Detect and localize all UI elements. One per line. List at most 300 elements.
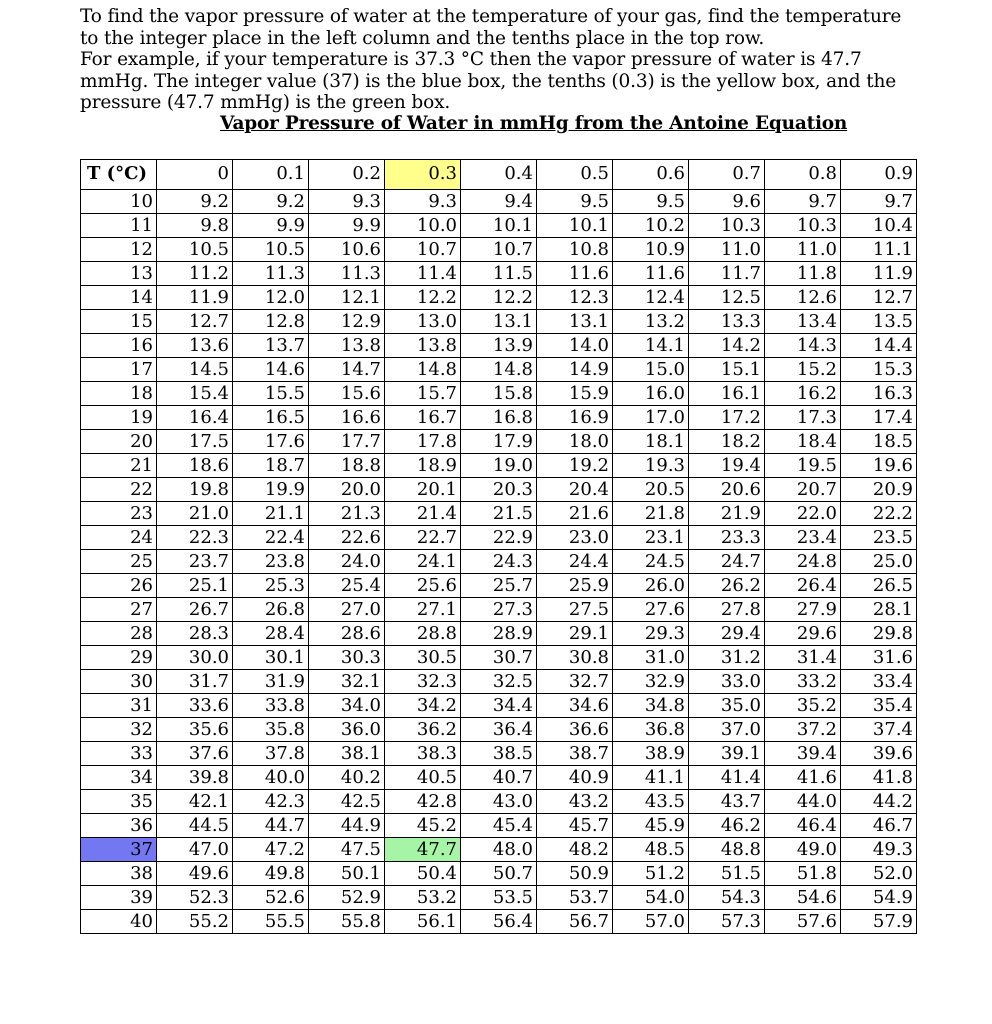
pressure-cell: 13.8 xyxy=(309,334,385,358)
pressure-cell: 10.3 xyxy=(765,214,841,238)
pressure-cell: 34.4 xyxy=(461,694,537,718)
tenths-column-header: 0.6 xyxy=(613,160,689,190)
pressure-cell: 9.4 xyxy=(461,190,537,214)
pressure-cell: 16.2 xyxy=(765,382,841,406)
tenths-column-header: 0.4 xyxy=(461,160,537,190)
pressure-cell: 27.1 xyxy=(385,598,461,622)
pressure-cell: 12.2 xyxy=(461,286,537,310)
pressure-cell: 13.3 xyxy=(689,310,765,334)
pressure-cell: 52.0 xyxy=(841,862,917,886)
pressure-cell: 57.3 xyxy=(689,910,765,934)
pressure-cell: 33.8 xyxy=(233,694,309,718)
pressure-cell: 13.1 xyxy=(537,310,613,334)
pressure-cell: 16.0 xyxy=(613,382,689,406)
pressure-cell: 46.4 xyxy=(765,814,841,838)
temperature-cell: 10 xyxy=(81,190,157,214)
pressure-cell: 18.1 xyxy=(613,430,689,454)
table-row xyxy=(81,430,917,454)
pressure-cell: 10.8 xyxy=(537,238,613,262)
pressure-cell: 15.3 xyxy=(841,358,917,382)
pressure-cell: 38.1 xyxy=(309,742,385,766)
table-row xyxy=(81,310,917,334)
table-row xyxy=(81,550,917,574)
pressure-cell: 47.5 xyxy=(309,838,385,862)
pressure-cell: 18.7 xyxy=(233,454,309,478)
pressure-cell: 34.2 xyxy=(385,694,461,718)
tenths-column-header: 0 xyxy=(157,160,233,190)
pressure-cell: 51.8 xyxy=(765,862,841,886)
pressure-cell: 37.8 xyxy=(233,742,309,766)
pressure-cell: 36.6 xyxy=(537,718,613,742)
pressure-cell: 17.9 xyxy=(461,430,537,454)
pressure-cell: 9.5 xyxy=(613,190,689,214)
pressure-cell: 18.0 xyxy=(537,430,613,454)
pressure-cell: 25.3 xyxy=(233,574,309,598)
pressure-cell: 25.4 xyxy=(309,574,385,598)
pressure-cell: 28.1 xyxy=(841,598,917,622)
pressure-cell: 10.5 xyxy=(233,238,309,262)
table-row xyxy=(81,334,917,358)
pressure-cell: 22.0 xyxy=(765,502,841,526)
temperature-cell: 17 xyxy=(81,358,157,382)
pressure-cell: 9.2 xyxy=(157,190,233,214)
pressure-cell: 11.3 xyxy=(233,262,309,286)
table-row xyxy=(81,742,917,766)
pressure-cell: 44.9 xyxy=(309,814,385,838)
pressure-cell: 51.2 xyxy=(613,862,689,886)
temperature-cell: 39 xyxy=(81,886,157,910)
pressure-cell: 38.7 xyxy=(537,742,613,766)
pressure-cell: 26.4 xyxy=(765,574,841,598)
pressure-cell: 20.1 xyxy=(385,478,461,502)
pressure-cell: 17.8 xyxy=(385,430,461,454)
pressure-cell: 21.1 xyxy=(233,502,309,526)
pressure-cell: 14.8 xyxy=(461,358,537,382)
temperature-cell: 35 xyxy=(81,790,157,814)
pressure-cell: 35.8 xyxy=(233,718,309,742)
pressure-cell: 30.8 xyxy=(537,646,613,670)
tenths-column-header: 0.2 xyxy=(309,160,385,190)
instructions-line: to the integer place in the left column and the tenths place in the top row. xyxy=(80,27,765,49)
pressure-cell: 14.9 xyxy=(537,358,613,382)
pressure-cell: 48.8 xyxy=(689,838,765,862)
pressure-cell: 28.3 xyxy=(157,622,233,646)
pressure-cell: 56.1 xyxy=(385,910,461,934)
temperature-cell: 25 xyxy=(81,550,157,574)
pressure-cell: 11.9 xyxy=(157,286,233,310)
pressure-cell: 21.3 xyxy=(309,502,385,526)
pressure-cell: 9.8 xyxy=(157,214,233,238)
pressure-cell: 38.3 xyxy=(385,742,461,766)
temperature-cell: 22 xyxy=(81,478,157,502)
pressure-cell: 11.2 xyxy=(157,262,233,286)
pressure-cell: 44.7 xyxy=(233,814,309,838)
pressure-cell: 12.5 xyxy=(689,286,765,310)
pressure-cell: 13.7 xyxy=(233,334,309,358)
pressure-cell: 49.3 xyxy=(841,838,917,862)
pressure-cell: 44.0 xyxy=(765,790,841,814)
pressure-cell: 48.5 xyxy=(613,838,689,862)
pressure-cell: 42.3 xyxy=(233,790,309,814)
table-row xyxy=(81,262,917,286)
pressure-cell: 41.8 xyxy=(841,766,917,790)
tenths-column-header: 0.7 xyxy=(689,160,765,190)
pressure-cell: 9.3 xyxy=(309,190,385,214)
instructions-text xyxy=(80,6,980,114)
pressure-cell: 24.3 xyxy=(461,550,537,574)
table-row xyxy=(81,358,917,382)
temperature-cell: 21 xyxy=(81,454,157,478)
pressure-cell: 14.0 xyxy=(537,334,613,358)
pressure-cell: 33.2 xyxy=(765,670,841,694)
temperature-cell: 31 xyxy=(81,694,157,718)
pressure-cell: 57.9 xyxy=(841,910,917,934)
temperature-cell: 15 xyxy=(81,310,157,334)
pressure-cell: 16.3 xyxy=(841,382,917,406)
pressure-cell: 21.4 xyxy=(385,502,461,526)
pressure-cell: 27.9 xyxy=(765,598,841,622)
pressure-cell: 9.6 xyxy=(689,190,765,214)
pressure-cell-highlighted: 47.7 xyxy=(385,838,461,862)
pressure-cell: 27.0 xyxy=(309,598,385,622)
pressure-cell: 49.0 xyxy=(765,838,841,862)
temperature-cell: 18 xyxy=(81,382,157,406)
pressure-cell: 55.8 xyxy=(309,910,385,934)
pressure-cell: 30.5 xyxy=(385,646,461,670)
temperature-cell: 12 xyxy=(81,238,157,262)
pressure-cell: 36.2 xyxy=(385,718,461,742)
pressure-cell: 15.6 xyxy=(309,382,385,406)
pressure-cell: 21.8 xyxy=(613,502,689,526)
temperature-cell: 28 xyxy=(81,622,157,646)
pressure-cell: 27.6 xyxy=(613,598,689,622)
pressure-cell: 15.5 xyxy=(233,382,309,406)
pressure-cell: 18.8 xyxy=(309,454,385,478)
temperature-cell: 23 xyxy=(81,502,157,526)
pressure-cell: 52.6 xyxy=(233,886,309,910)
pressure-cell: 54.0 xyxy=(613,886,689,910)
pressure-cell: 56.7 xyxy=(537,910,613,934)
pressure-cell: 31.7 xyxy=(157,670,233,694)
pressure-cell: 28.9 xyxy=(461,622,537,646)
pressure-cell: 45.2 xyxy=(385,814,461,838)
pressure-cell: 10.7 xyxy=(385,238,461,262)
pressure-cell: 10.1 xyxy=(537,214,613,238)
table-row xyxy=(81,886,917,910)
pressure-cell: 25.6 xyxy=(385,574,461,598)
pressure-cell: 18.9 xyxy=(385,454,461,478)
pressure-cell: 22.7 xyxy=(385,526,461,550)
pressure-cell: 18.4 xyxy=(765,430,841,454)
pressure-cell: 24.0 xyxy=(309,550,385,574)
pressure-cell: 48.0 xyxy=(461,838,537,862)
table-row xyxy=(81,238,917,262)
pressure-cell: 27.3 xyxy=(461,598,537,622)
pressure-cell: 33.4 xyxy=(841,670,917,694)
temperature-cell: 40 xyxy=(81,910,157,934)
pressure-cell: 29.8 xyxy=(841,622,917,646)
pressure-cell: 25.9 xyxy=(537,574,613,598)
table-header-row xyxy=(81,160,917,190)
pressure-cell: 26.8 xyxy=(233,598,309,622)
pressure-cell: 19.2 xyxy=(537,454,613,478)
pressure-cell: 29.6 xyxy=(765,622,841,646)
pressure-cell: 20.4 xyxy=(537,478,613,502)
pressure-cell: 10.4 xyxy=(841,214,917,238)
pressure-cell: 17.7 xyxy=(309,430,385,454)
pressure-cell: 36.0 xyxy=(309,718,385,742)
pressure-cell: 39.4 xyxy=(765,742,841,766)
pressure-cell: 20.3 xyxy=(461,478,537,502)
pressure-cell: 19.6 xyxy=(841,454,917,478)
pressure-cell: 12.9 xyxy=(309,310,385,334)
pressure-cell: 40.0 xyxy=(233,766,309,790)
pressure-cell: 46.7 xyxy=(841,814,917,838)
pressure-cell: 18.5 xyxy=(841,430,917,454)
pressure-cell: 10.5 xyxy=(157,238,233,262)
pressure-cell: 20.5 xyxy=(613,478,689,502)
pressure-cell: 48.2 xyxy=(537,838,613,862)
pressure-cell: 52.9 xyxy=(309,886,385,910)
instructions-line: mmHg. The integer value (37) is the blue box, the tenths (0.3) is the yellow box, and the xyxy=(80,70,897,92)
temperature-cell: 34 xyxy=(81,766,157,790)
pressure-cell: 21.5 xyxy=(461,502,537,526)
pressure-cell: 11.7 xyxy=(689,262,765,286)
pressure-cell: 15.1 xyxy=(689,358,765,382)
pressure-cell: 25.7 xyxy=(461,574,537,598)
pressure-cell: 13.6 xyxy=(157,334,233,358)
pressure-cell: 30.0 xyxy=(157,646,233,670)
table-row xyxy=(81,526,917,550)
pressure-cell: 19.9 xyxy=(233,478,309,502)
pressure-cell: 49.8 xyxy=(233,862,309,886)
pressure-cell: 23.3 xyxy=(689,526,765,550)
pressure-cell: 27.5 xyxy=(537,598,613,622)
pressure-cell: 14.2 xyxy=(689,334,765,358)
temperature-cell: 13 xyxy=(81,262,157,286)
pressure-cell: 13.4 xyxy=(765,310,841,334)
pressure-cell: 46.2 xyxy=(689,814,765,838)
pressure-cell: 12.1 xyxy=(309,286,385,310)
tenths-column-header: 0.5 xyxy=(537,160,613,190)
pressure-cell: 13.9 xyxy=(461,334,537,358)
pressure-cell: 19.0 xyxy=(461,454,537,478)
temperature-cell: 27 xyxy=(81,598,157,622)
pressure-cell: 10.6 xyxy=(309,238,385,262)
pressure-cell: 39.1 xyxy=(689,742,765,766)
pressure-cell: 23.0 xyxy=(537,526,613,550)
temperature-column-header: T (°C) xyxy=(81,160,157,190)
pressure-cell: 18.2 xyxy=(689,430,765,454)
pressure-cell: 50.9 xyxy=(537,862,613,886)
pressure-cell: 20.7 xyxy=(765,478,841,502)
table-row xyxy=(81,454,917,478)
pressure-cell: 12.0 xyxy=(233,286,309,310)
pressure-cell: 35.4 xyxy=(841,694,917,718)
pressure-cell: 47.0 xyxy=(157,838,233,862)
pressure-cell: 25.1 xyxy=(157,574,233,598)
pressure-cell: 10.0 xyxy=(385,214,461,238)
tenths-column-header: 0.8 xyxy=(765,160,841,190)
pressure-cell: 12.6 xyxy=(765,286,841,310)
pressure-cell: 10.7 xyxy=(461,238,537,262)
pressure-cell: 29.1 xyxy=(537,622,613,646)
pressure-cell: 38.9 xyxy=(613,742,689,766)
table-row xyxy=(81,838,917,862)
pressure-cell: 21.0 xyxy=(157,502,233,526)
temperature-cell: 33 xyxy=(81,742,157,766)
pressure-cell: 49.6 xyxy=(157,862,233,886)
table-row xyxy=(81,646,917,670)
pressure-cell: 21.9 xyxy=(689,502,765,526)
table-row xyxy=(81,598,917,622)
pressure-cell: 12.8 xyxy=(233,310,309,334)
pressure-cell: 50.1 xyxy=(309,862,385,886)
pressure-cell: 42.1 xyxy=(157,790,233,814)
pressure-cell: 9.9 xyxy=(233,214,309,238)
pressure-cell: 13.0 xyxy=(385,310,461,334)
pressure-cell: 13.8 xyxy=(385,334,461,358)
pressure-cell: 29.3 xyxy=(613,622,689,646)
pressure-cell: 9.7 xyxy=(765,190,841,214)
pressure-cell: 15.7 xyxy=(385,382,461,406)
temperature-cell: 19 xyxy=(81,406,157,430)
pressure-cell: 44.2 xyxy=(841,790,917,814)
pressure-cell: 23.5 xyxy=(841,526,917,550)
pressure-cell: 16.5 xyxy=(233,406,309,430)
pressure-cell: 45.9 xyxy=(613,814,689,838)
pressure-cell: 9.5 xyxy=(537,190,613,214)
table-row xyxy=(81,910,917,934)
pressure-cell: 26.7 xyxy=(157,598,233,622)
instructions-line: To find the vapor pressure of water at the temperature of your gas, find the temperature xyxy=(80,6,902,27)
pressure-cell: 23.7 xyxy=(157,550,233,574)
pressure-cell: 14.6 xyxy=(233,358,309,382)
pressure-cell: 36.8 xyxy=(613,718,689,742)
pressure-cell: 13.5 xyxy=(841,310,917,334)
pressure-cell: 16.9 xyxy=(537,406,613,430)
pressure-cell: 14.8 xyxy=(385,358,461,382)
pressure-cell: 15.8 xyxy=(461,382,537,406)
pressure-cell: 47.2 xyxy=(233,838,309,862)
pressure-cell: 41.1 xyxy=(613,766,689,790)
pressure-cell: 19.3 xyxy=(613,454,689,478)
pressure-cell: 32.7 xyxy=(537,670,613,694)
pressure-cell: 38.5 xyxy=(461,742,537,766)
pressure-cell: 43.5 xyxy=(613,790,689,814)
pressure-cell: 14.5 xyxy=(157,358,233,382)
pressure-cell: 41.4 xyxy=(689,766,765,790)
temperature-cell: 32 xyxy=(81,718,157,742)
pressure-cell: 25.0 xyxy=(841,550,917,574)
pressure-cell: 34.6 xyxy=(537,694,613,718)
temperature-cell: 20 xyxy=(81,430,157,454)
temperature-cell: 24 xyxy=(81,526,157,550)
pressure-cell: 28.4 xyxy=(233,622,309,646)
pressure-cell: 17.3 xyxy=(765,406,841,430)
temperature-cell: 38 xyxy=(81,862,157,886)
pressure-cell: 11.1 xyxy=(841,238,917,262)
pressure-cell: 26.0 xyxy=(613,574,689,598)
pressure-cell: 10.3 xyxy=(689,214,765,238)
pressure-cell: 12.7 xyxy=(841,286,917,310)
pressure-cell: 23.8 xyxy=(233,550,309,574)
table-row xyxy=(81,502,917,526)
pressure-cell: 37.4 xyxy=(841,718,917,742)
pressure-cell: 9.7 xyxy=(841,190,917,214)
table-row xyxy=(81,790,917,814)
table-row xyxy=(81,862,917,886)
pressure-cell: 12.2 xyxy=(385,286,461,310)
pressure-cell: 37.0 xyxy=(689,718,765,742)
table-row xyxy=(81,718,917,742)
table-row xyxy=(81,814,917,838)
pressure-cell: 22.9 xyxy=(461,526,537,550)
pressure-cell: 23.4 xyxy=(765,526,841,550)
pressure-cell: 11.9 xyxy=(841,262,917,286)
pressure-cell: 32.5 xyxy=(461,670,537,694)
pressure-cell: 32.1 xyxy=(309,670,385,694)
pressure-cell: 24.5 xyxy=(613,550,689,574)
table-row xyxy=(81,622,917,646)
pressure-cell: 16.1 xyxy=(689,382,765,406)
pressure-cell: 55.2 xyxy=(157,910,233,934)
pressure-cell: 9.2 xyxy=(233,190,309,214)
pressure-cell: 56.4 xyxy=(461,910,537,934)
pressure-cell: 57.0 xyxy=(613,910,689,934)
pressure-cell: 31.4 xyxy=(765,646,841,670)
pressure-cell: 22.4 xyxy=(233,526,309,550)
pressure-cell: 27.8 xyxy=(689,598,765,622)
temperature-cell: 30 xyxy=(81,670,157,694)
pressure-cell: 30.7 xyxy=(461,646,537,670)
table-row xyxy=(81,670,917,694)
pressure-cell: 15.0 xyxy=(613,358,689,382)
pressure-cell: 15.4 xyxy=(157,382,233,406)
temperature-cell: 16 xyxy=(81,334,157,358)
pressure-cell: 53.5 xyxy=(461,886,537,910)
pressure-cell: 54.9 xyxy=(841,886,917,910)
pressure-cell: 50.4 xyxy=(385,862,461,886)
temperature-cell: 26 xyxy=(81,574,157,598)
table-row xyxy=(81,766,917,790)
pressure-cell: 14.3 xyxy=(765,334,841,358)
pressure-cell: 14.4 xyxy=(841,334,917,358)
pressure-cell: 50.7 xyxy=(461,862,537,886)
temperature-cell: 14 xyxy=(81,286,157,310)
pressure-cell: 16.7 xyxy=(385,406,461,430)
pressure-cell: 39.8 xyxy=(157,766,233,790)
pressure-cell: 9.3 xyxy=(385,190,461,214)
pressure-cell: 12.7 xyxy=(157,310,233,334)
temperature-cell-highlighted: 37 xyxy=(81,838,157,862)
pressure-cell: 10.9 xyxy=(613,238,689,262)
pressure-cell: 17.5 xyxy=(157,430,233,454)
pressure-cell: 34.8 xyxy=(613,694,689,718)
pressure-cell: 11.6 xyxy=(613,262,689,286)
pressure-cell: 22.6 xyxy=(309,526,385,550)
pressure-cell: 51.5 xyxy=(689,862,765,886)
pressure-cell: 33.0 xyxy=(689,670,765,694)
pressure-cell: 18.6 xyxy=(157,454,233,478)
pressure-cell: 30.1 xyxy=(233,646,309,670)
pressure-cell: 14.1 xyxy=(613,334,689,358)
pressure-cell: 30.3 xyxy=(309,646,385,670)
pressure-cell: 24.1 xyxy=(385,550,461,574)
pressure-cell: 19.5 xyxy=(765,454,841,478)
pressure-cell: 40.7 xyxy=(461,766,537,790)
pressure-cell: 41.6 xyxy=(765,766,841,790)
